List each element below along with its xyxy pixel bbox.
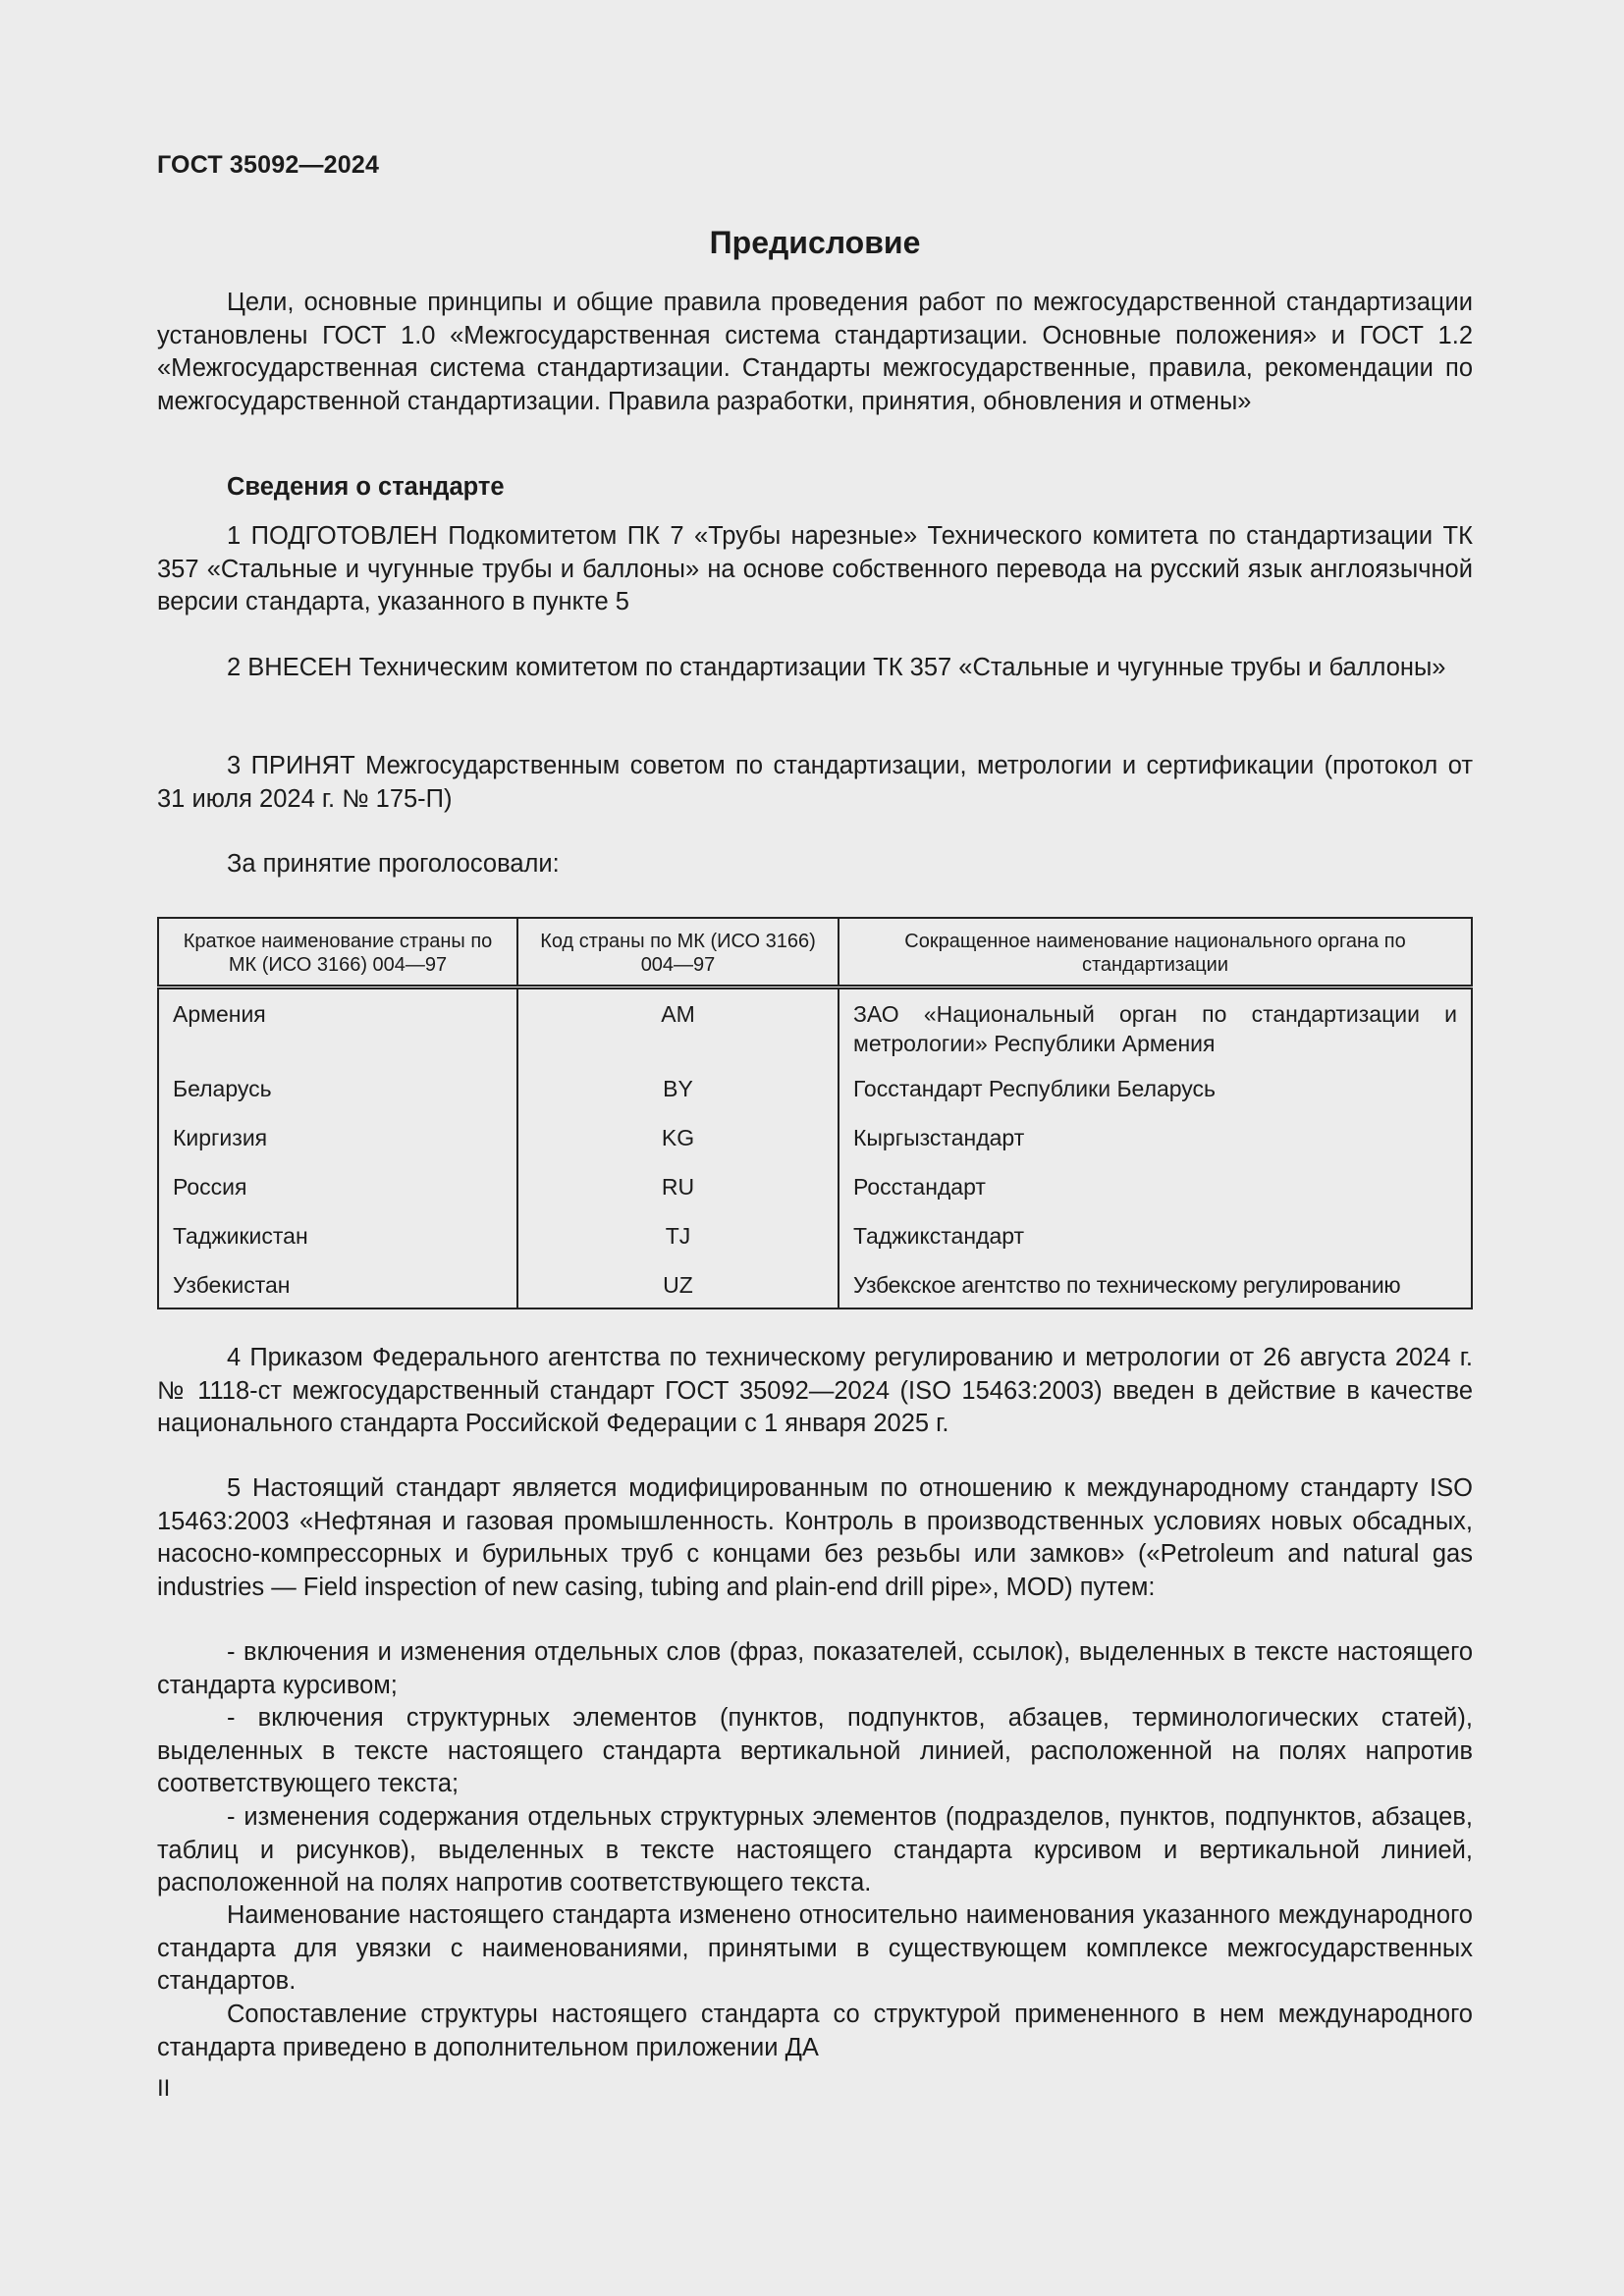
code-cell: UZ (517, 1266, 839, 1308)
table-row (158, 988, 1472, 1071)
table-row (158, 1070, 1472, 1119)
column-header-org: Сокращенное наименование национального органа по стандартизации (839, 918, 1472, 988)
name-change-paragraph: Наименование настоящего стандарта изменено относительно наименования указанного международного стандарта для увязки с наименованиями, принятыми в существующем комплексе межгосударственных стандартов. (157, 1901, 1473, 1995)
country-cell: Киргизия (158, 1119, 517, 1168)
bullet-2: - включения структурных элементов (пунктов, подпунктов, абзацев, терминологических статей), выделенных в тексте настоящего стандарта вертикальной линией, расположенной на полях напротив соответствующего текста; (157, 1704, 1473, 1797)
item-1-paragraph: 1 ПОДГОТОВЛЕН Подкомитетом ПК 7 «Трубы нарезные» Технического комитета по стандартизации ТК 357 «Стальные и чугунные трубы и баллоны» на основе собственного перевода на русский язык англоязычной версии стандарта, указанного в пункте 5 (157, 522, 1473, 615)
org-cell: ЗАО «Национальный орган по стандартизации и метрологии» Республики Армения (853, 1001, 1457, 1056)
table-row (158, 1119, 1472, 1168)
page-title: Предисловие (709, 225, 921, 260)
item-3-paragraph: 3 ПРИНЯТ Межгосударственным советом по стандартизации, метрологии и сертификации (протокол от 31 июля 2024 г. № 175-П) (157, 752, 1473, 813)
org-cell: Госстандарт Республики Беларусь (853, 1076, 1217, 1101)
org-cell: Росстандарт (853, 1174, 986, 1200)
item-4-paragraph: 4 Приказом Федерального агентства по техническому регулированию и метрологии от 26 августа 2024 г. № 1118-ст межгосударственный стандарт ГОСТ 35092—2024 (ISO 15463:2003) введен в действие в качестве национального стандарта Российской Федерации с 1 января 2025 г. (157, 1344, 1473, 1437)
table-row (158, 1266, 1472, 1308)
country-cell: Россия (158, 1168, 517, 1217)
country-cell: Беларусь (158, 1070, 517, 1119)
document-code: ГОСТ 35092—2024 (157, 151, 380, 179)
bullet-3: - изменения содержания отдельных структурных элементов (подразделов, пунктов, подпунктов, абзацев, таблиц и рисунков), выделенных в тексте настоящего стандарта курсивом и вертикальной линией, расположенной на полях напротив соответствующего текста. (157, 1803, 1473, 1896)
country-cell: Таджикистан (158, 1217, 517, 1266)
info-heading: Сведения о стандарте (227, 473, 505, 501)
org-cell: Узбекское агентство по техническому регулированию (853, 1272, 1401, 1298)
column-header-country: Краткое наименование страны по МК (ИСО 3166) 004—97 (158, 918, 517, 988)
column-header-code: Код страны по МК (ИСО 3166) 004—97 (517, 918, 839, 988)
country-cell: Армения (158, 988, 517, 1071)
voting-states-table (157, 917, 1473, 1309)
intro-paragraph: Цели, основные принципы и общие правила проведения работ по межгосударственной стандартизации установлены ГОСТ 1.0 «Межгосударственная система стандартизации. Основные положения» и ГОСТ 1.2 «Межгосударственная система стандартизации. Стандарты межгосударственные, правила, рекомендации по межгосударственной стандартизации. Правила разработки, принятия, обновления и отмены» (157, 289, 1473, 415)
item-2-paragraph: 2 ВНЕСЕН Техническим комитетом по стандартизации ТК 357 «Стальные и чугунные трубы и баллоны» (227, 654, 1446, 681)
item-5-paragraph: 5 Настоящий стандарт является модифицированным по отношению к международному стандарту ISO 15463:2003 «Нефтяная и газовая промышленность. Контроль в производственных условиях новых обсадных, насосно-компрессорных и бурильных труб с концами без резьбы или замков» («Petroleum and natural gas industries — Field inspection of new casing, tubing and plain-end drill pipe», MOD) путем: (157, 1474, 1473, 1601)
code-cell: RU (517, 1168, 839, 1217)
org-cell: Таджикстандарт (853, 1223, 1025, 1249)
bullet-1: - включения и изменения отдельных слов (фраз, показателей, ссылок), выделенных в тексте настоящего стандарта курсивом; (157, 1638, 1473, 1699)
table-row (158, 1217, 1472, 1266)
code-cell: KG (517, 1119, 839, 1168)
country-cell: Узбекистан (158, 1266, 517, 1308)
voted-label: За принятие проголосовали: (227, 850, 560, 878)
table-header-row (158, 918, 1472, 988)
table-row (158, 1168, 1472, 1217)
structure-comparison-paragraph: Сопоставление структуры настоящего стандарта со структурой примененного в нем международного стандарта приведено в дополнительном приложении ДА (157, 2001, 1473, 2061)
code-cell: BY (517, 1070, 839, 1119)
org-cell: Кыргызстандарт (853, 1125, 1025, 1150)
code-cell: AM (517, 988, 839, 1071)
page-number: II (157, 2075, 171, 2102)
code-cell: TJ (517, 1217, 839, 1266)
